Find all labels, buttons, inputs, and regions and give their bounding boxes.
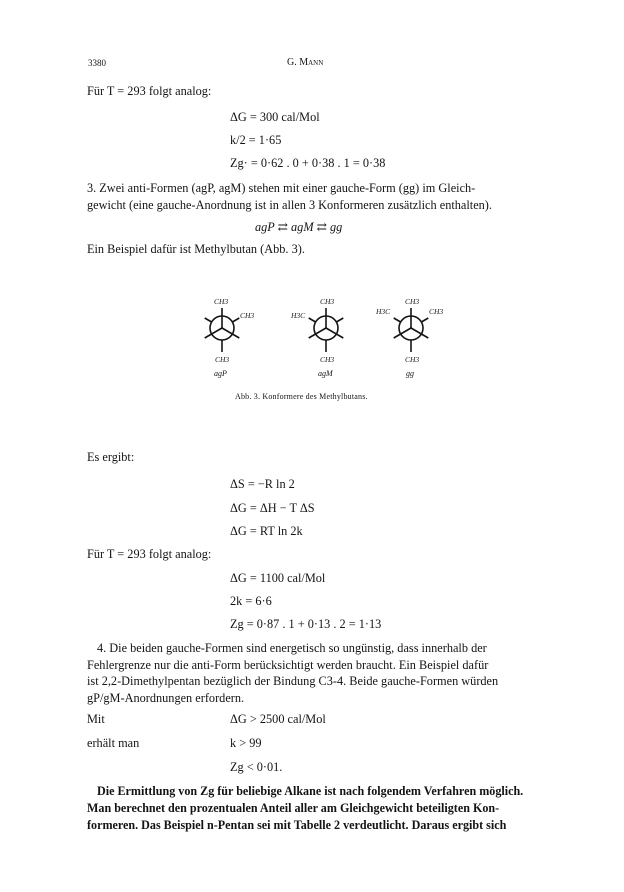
equation-deltaG-300: ΔG = 300 cal/Mol bbox=[230, 110, 320, 124]
equation-k-half: k/2 = 1·65 bbox=[230, 133, 282, 147]
newman-projection-agP bbox=[205, 308, 240, 352]
newman-projection-gg bbox=[394, 308, 429, 352]
equation-k-99: k > 99 bbox=[230, 736, 262, 750]
label-ch3-4: CH3 bbox=[320, 297, 335, 306]
label-ch3-8: CH3 bbox=[405, 355, 420, 364]
label-ch3-7: CH3 bbox=[429, 307, 444, 316]
label-agP: agP bbox=[214, 369, 227, 378]
label-h3c-1: H3C bbox=[291, 311, 306, 320]
text-intro-T293: Für T = 293 folgt analog: bbox=[87, 84, 212, 98]
equation-deltaG-gibbs: ΔG = ΔH − T ΔS bbox=[230, 501, 315, 515]
equation-deltaG-2500: ΔG > 2500 cal/Mol bbox=[230, 712, 326, 726]
text-erhaelt-man: erhält man bbox=[87, 736, 140, 750]
paragraph-4 bbox=[87, 640, 537, 706]
equation-zg-113: Zg = 0·87 . 1 + 0·13 . 2 = 1·13 bbox=[230, 617, 382, 631]
paragraph-4-line-1: 4. Die beiden gauche-Formen sind energetisch so ungünstig, dass innerhalb der bbox=[97, 641, 487, 655]
equilibrium-equation: agP ⇄ agM ⇄ gg bbox=[255, 220, 343, 234]
equation-deltaG-1100: ΔG = 1100 cal/Mol bbox=[230, 571, 326, 585]
paragraph-5 bbox=[87, 783, 547, 834]
text-example-methylbutan: Ein Beispiel dafür ist Methylbutan (Abb. 3). bbox=[87, 242, 305, 256]
text-es-ergibt: Es ergibt: bbox=[87, 450, 135, 464]
newman-projection-agM bbox=[309, 308, 344, 352]
figure-newman-projections bbox=[180, 282, 470, 392]
paragraph-4-line-2: Fehlergrenze nur die anti-Form berücksichtigt werden braucht. Ein Beispiel dafür bbox=[87, 657, 489, 672]
paragraph-5-line-1: Die Ermittlung von Zg für beliebige Alkane ist nach folgendem Verfahren möglich. bbox=[97, 784, 524, 798]
paragraph-3-line-1: 3. Zwei anti-Formen (agP, agM) stehen mit einer gauche-Form (gg) im Gleich- bbox=[87, 181, 476, 195]
label-ch3-1: CH3 bbox=[214, 297, 229, 306]
text-intro-T293-2: Für T = 293 folgt analog: bbox=[87, 547, 212, 561]
equation-zg-001: Zg < 0·01. bbox=[230, 760, 283, 774]
paragraph-3-line-2: gewicht (eine gauche-Anordnung ist in allen 3 Konformeren zusätzlich enthalten). bbox=[87, 197, 492, 212]
label-ch3-6: CH3 bbox=[405, 297, 420, 306]
paragraph-5-line-3: formeren. Das Beispiel n-Pentan sei mit Tabelle 2 verdeutlicht. Daraus ergibt sich bbox=[87, 818, 507, 832]
paragraph-4-line-4: gP/gM-Anordnungen erfordern. bbox=[87, 690, 245, 705]
label-gg: gg bbox=[406, 369, 414, 378]
running-head-author: G. Mann bbox=[287, 57, 324, 68]
equation-2k: 2k = 6·6 bbox=[230, 594, 272, 608]
text-mit: Mit bbox=[87, 712, 105, 726]
paragraph-4-line-3: ist 2,2-Dimethylpentan bezüglich der Bindung C3-4. Beide gauche-Formen würden bbox=[87, 674, 499, 689]
label-h3c-2: H3C bbox=[376, 307, 391, 316]
page-number: 3380 bbox=[88, 58, 106, 68]
equation-deltaS: ΔS = −R ln 2 bbox=[230, 477, 295, 491]
label-ch3-5: CH3 bbox=[320, 355, 335, 364]
figure-caption: Abb. 3. Konformere des Methylbutans. bbox=[235, 392, 368, 401]
paragraph-5-line-2: Man berechnet den prozentualen Anteil aller am Gleichgewicht beteiligten Kon- bbox=[87, 801, 500, 815]
label-ch3-3: CH3 bbox=[215, 355, 230, 364]
label-agM: agM bbox=[318, 369, 333, 378]
equation-deltaG-RT: ΔG = RT ln 2k bbox=[230, 524, 303, 538]
equation-zg-038: Zg· = 0·62 . 0 + 0·38 . 1 = 0·38 bbox=[230, 156, 386, 170]
label-ch3-2: CH3 bbox=[240, 311, 255, 320]
paragraph-3 bbox=[87, 180, 537, 213]
